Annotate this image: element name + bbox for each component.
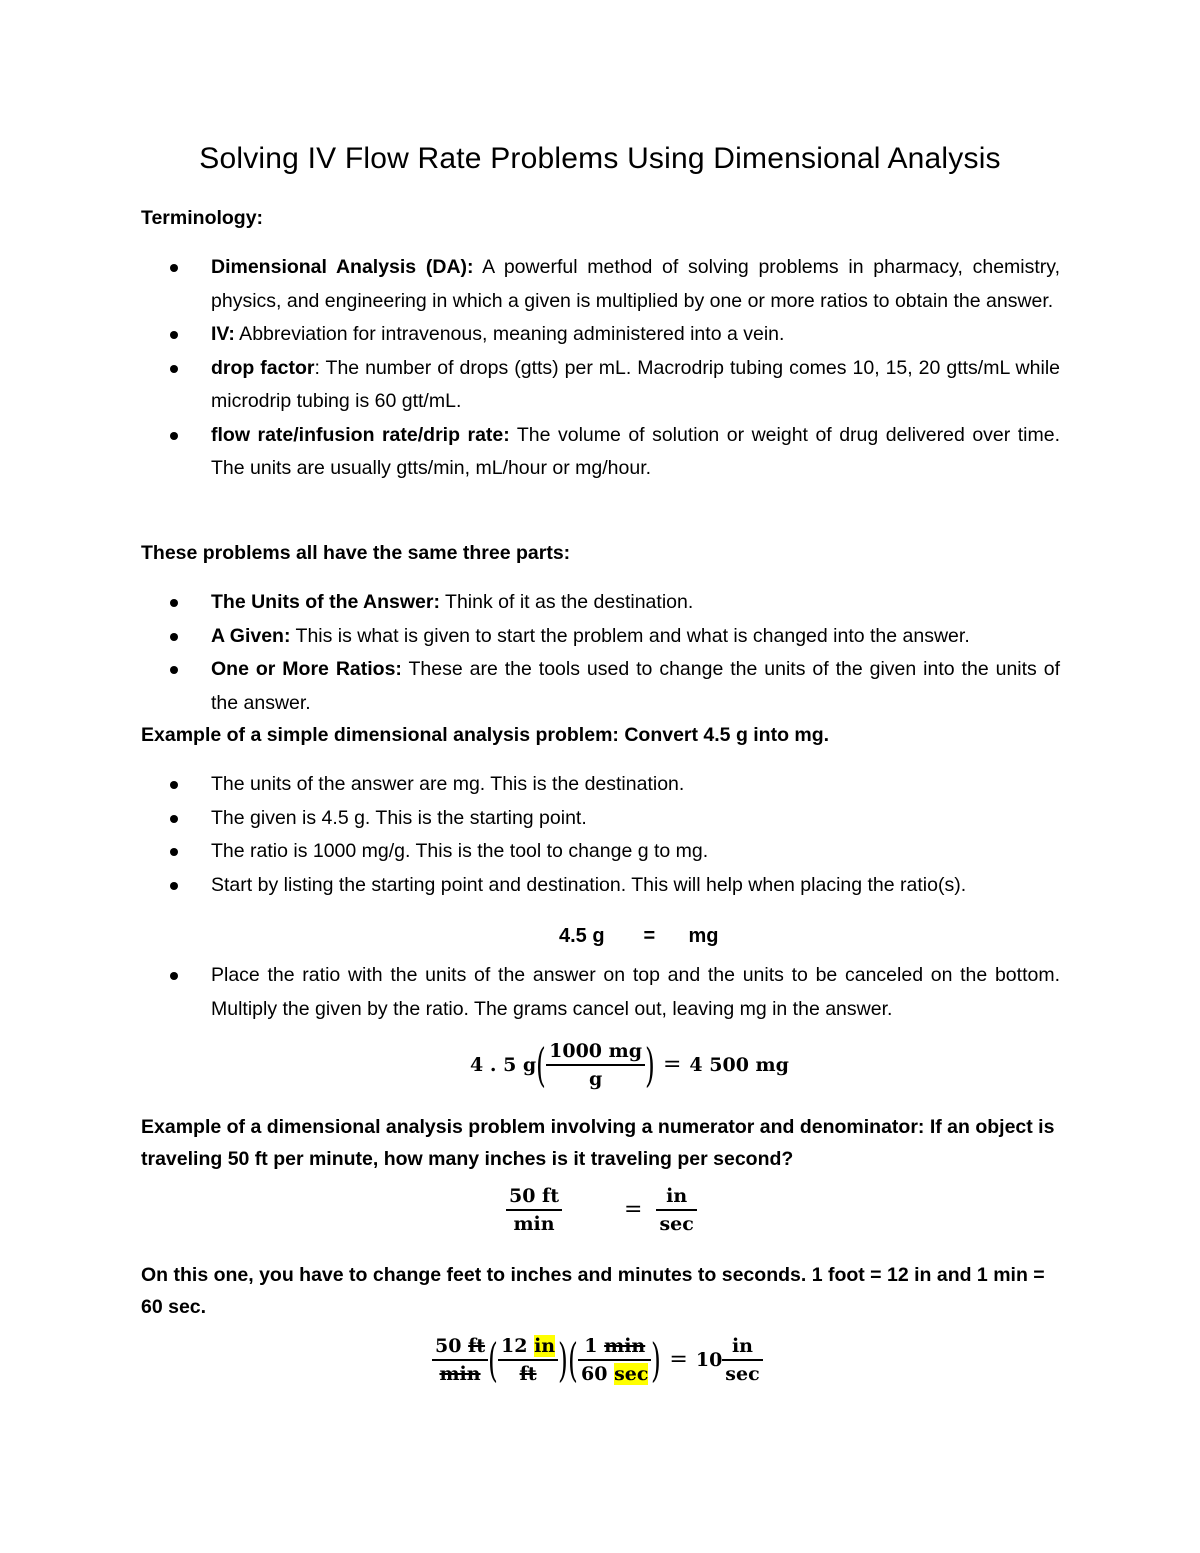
simple-equation: 4.5 g = mg xyxy=(559,925,719,947)
bullet-icon xyxy=(170,633,178,641)
minutes-to-seconds-fraction: $\frac{1 \min}{60 \sec}$ xyxy=(578,1335,651,1385)
fraction-bar xyxy=(722,1359,762,1361)
left-paren: ( xyxy=(568,1332,578,1387)
gram-conversion-equation: 4 . 5 g ( $\frac{1000 mg}{g}$ ) = 4 500 mg xyxy=(470,1037,789,1092)
given-fraction: $\frac{50 ft}{\min}$ xyxy=(432,1335,488,1385)
list-item: flow rate/infusion rate/drip rate: The volume of solution or weight of drug delivered over time. The units are usually gtts/min, mL/hour or mg/hour. xyxy=(170,419,1060,486)
list-item: The units of the answer are mg. This is the destination. xyxy=(170,768,1060,802)
parts-list xyxy=(170,586,1060,720)
bullet-icon xyxy=(170,882,178,890)
example1-list xyxy=(170,768,1060,902)
example1-list-after xyxy=(170,959,1060,1026)
list-item: The given is 4.5 g. This is the starting point. xyxy=(170,802,1060,836)
example1-heading: Example of a simple dimensional analysis problem: Convert 4.5 g into mg. xyxy=(141,724,830,746)
fraction-bar xyxy=(656,1209,696,1211)
fraction-bar xyxy=(578,1359,651,1361)
ratio-fraction: $\frac{1000 mg}{g}$ xyxy=(546,1040,645,1090)
list-item: A Given: This is what is given to start the problem and what is changed into the answer. xyxy=(170,620,1060,654)
bullet-icon xyxy=(170,666,178,674)
result-fraction: $\frac{in}{\sec}$ xyxy=(722,1335,762,1385)
list-item: IV: Abbreviation for intravenous, meaning administered into a vein. xyxy=(170,318,1060,352)
left-paren: ( xyxy=(488,1332,498,1387)
example2-explanation: On this one, you have to change feet to inches and minutes to seconds. 1 foot = 12 in and 1 min = 60 sec. xyxy=(141,1264,1045,1318)
fraction-bar xyxy=(498,1359,558,1361)
list-item: Place the ratio with the units of the answer on top and the units to be canceled on the bottom. Multiply the given by the ratio. The grams cancel out, leaving mg in the answer. xyxy=(170,959,1060,1026)
right-paren: ) xyxy=(558,1332,569,1387)
bullet-icon xyxy=(170,264,178,272)
bullet-icon xyxy=(170,331,178,339)
list-item: One or More Ratios: These are the tools used to change the units of the given into the units of the answer. xyxy=(170,653,1060,720)
feet-to-inches-fraction: $\frac{12 in}{ft}$ xyxy=(498,1335,558,1385)
fraction-bar xyxy=(432,1359,488,1361)
list-item: Dimensional Analysis (DA): A powerful method of solving problems in pharmacy, chemistry, physics, and engineering in which a given is multiplied by one or more ratios to obtain the answer. xyxy=(170,251,1060,318)
example2-heading: Example of a dimensional analysis problem involving a numerator and denominator: If an object is traveling 50 ft per minute, how many inches is it traveling per second? xyxy=(141,1116,1055,1170)
list-item: Start by listing the starting point and destination. This will help when placing the ratio(s). xyxy=(170,869,1060,903)
fraction-bar xyxy=(506,1209,562,1211)
list-item: The Units of the Answer: Think of it as the destination. xyxy=(170,586,1060,620)
right-paren: ) xyxy=(645,1037,655,1092)
speed-setup-equation: $\frac{50 ft}{\min}$ = $\frac{in}{\sec}$ xyxy=(506,1185,697,1235)
parts-heading: These problems all have the same three parts: xyxy=(141,542,571,564)
bullet-icon xyxy=(170,365,178,373)
left-paren: ( xyxy=(536,1037,547,1092)
bullet-icon xyxy=(170,781,178,789)
terminology-list xyxy=(170,251,1060,486)
given-fraction: $\frac{50 ft}{\min}$ xyxy=(506,1185,562,1235)
page-title: Solving IV Flow Rate Problems Using Dimensional Analysis xyxy=(199,142,1001,175)
terminology-heading: Terminology: xyxy=(141,207,264,229)
list-item: The ratio is 1000 mg/g. This is the tool to change g to mg. xyxy=(170,835,1060,869)
answer-fraction: $\frac{in}{\sec}$ xyxy=(656,1185,696,1235)
bullet-icon xyxy=(170,972,178,980)
bullet-icon xyxy=(170,599,178,607)
bullet-icon xyxy=(170,815,178,823)
list-item: drop factor: The number of drops (gtts) per mL. Macrodrip tubing comes 10, 15, 20 gtts/mL while microdrip tubing is 60 gtt/mL. xyxy=(170,352,1060,419)
speed-solution-equation: $\frac{50 ft}{\min}$ ( $\frac{12 in}{ft}$ ) ( $\frac{1 \min}{60 \sec}$ ) = 10 $\frac{in}{\sec}$ xyxy=(432,1335,763,1385)
bullet-icon xyxy=(170,432,178,440)
right-paren: ) xyxy=(651,1332,662,1387)
fraction-bar xyxy=(546,1064,645,1066)
bullet-icon xyxy=(170,848,178,856)
